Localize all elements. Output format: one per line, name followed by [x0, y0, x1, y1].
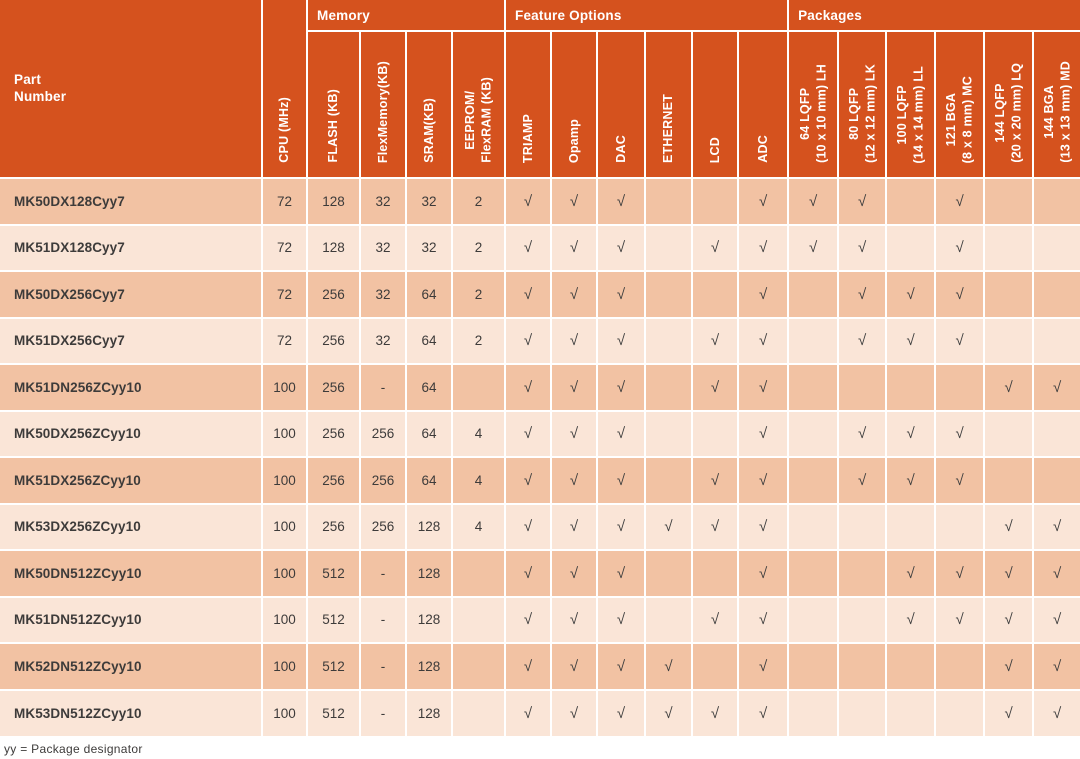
- lqfp64_lh-empty-cell: [788, 690, 838, 737]
- lqfp64_lh-empty-cell: [788, 457, 838, 504]
- sram-cell: 64: [406, 364, 452, 411]
- bga144_md-empty-cell: [1033, 411, 1080, 458]
- bga144_md-check-cell: √: [1033, 690, 1080, 737]
- lqfp80_lk-check-cell: √: [838, 225, 886, 272]
- flash-cell: 256: [307, 318, 360, 365]
- column-header-ethernet: ETHERNET: [645, 31, 692, 178]
- lqfp64_lh-check-cell: √: [788, 178, 838, 225]
- bga121_mc-empty-cell: [935, 643, 984, 690]
- lqfp64_lh-empty-cell: [788, 411, 838, 458]
- dac-check-cell: √: [597, 411, 645, 458]
- bga144_md-empty-cell: [1033, 225, 1080, 272]
- flash-cell: 128: [307, 225, 360, 272]
- table-row: [0, 457, 1080, 504]
- bga121_mc-empty-cell: [935, 690, 984, 737]
- dac-check-cell: √: [597, 225, 645, 272]
- lcd-check-cell: √: [692, 597, 738, 644]
- lqfp100_ll-empty-cell: [886, 178, 935, 225]
- lqfp80_lk-check-cell: √: [838, 318, 886, 365]
- lqfp144_lq-empty-cell: [984, 178, 1033, 225]
- ethernet-empty-cell: [645, 364, 692, 411]
- table-row: [0, 504, 1080, 551]
- part-number-cell: MK50DX128Cyy7: [0, 178, 262, 225]
- feature-options-group-header: Feature Options: [505, 0, 788, 31]
- opamp-check-cell: √: [551, 504, 597, 551]
- adc-check-cell: √: [738, 411, 788, 458]
- table-header: [0, 0, 1080, 178]
- dac-check-cell: √: [597, 271, 645, 318]
- eeprom-cell: [452, 597, 505, 644]
- table-body: [0, 178, 1080, 736]
- flash-cell: 512: [307, 643, 360, 690]
- cpu-cell: 100: [262, 690, 307, 737]
- flash-cell: 256: [307, 411, 360, 458]
- table-row: [0, 411, 1080, 458]
- lqfp144_lq-check-cell: √: [984, 597, 1033, 644]
- adc-check-cell: √: [738, 225, 788, 272]
- triamp-check-cell: √: [505, 597, 551, 644]
- bga144_md-empty-cell: [1033, 318, 1080, 365]
- lqfp64_lh-empty-cell: [788, 643, 838, 690]
- lcd-check-cell: √: [692, 690, 738, 737]
- adc-check-cell: √: [738, 597, 788, 644]
- column-header-adc: ADC: [738, 31, 788, 178]
- adc-check-cell: √: [738, 643, 788, 690]
- ethernet-empty-cell: [645, 597, 692, 644]
- opamp-check-cell: √: [551, 457, 597, 504]
- part-number-cell: MK51DX256ZCyy10: [0, 457, 262, 504]
- opamp-check-cell: √: [551, 597, 597, 644]
- table-row: [0, 597, 1080, 644]
- flexmemory-cell: -: [360, 643, 406, 690]
- triamp-check-cell: √: [505, 504, 551, 551]
- part-number-cell: MK50DX256Cyy7: [0, 271, 262, 318]
- part-number-cell: MK53DX256ZCyy10: [0, 504, 262, 551]
- table-row: [0, 550, 1080, 597]
- opamp-check-cell: √: [551, 550, 597, 597]
- adc-check-cell: √: [738, 457, 788, 504]
- lqfp64_lh-empty-cell: [788, 550, 838, 597]
- lqfp80_lk-check-cell: √: [838, 411, 886, 458]
- part-number-cell: MK50DX256ZCyy10: [0, 411, 262, 458]
- lcd-check-cell: √: [692, 364, 738, 411]
- sram-cell: 128: [406, 690, 452, 737]
- dac-check-cell: √: [597, 178, 645, 225]
- opamp-check-cell: √: [551, 364, 597, 411]
- bga121_mc-check-cell: √: [935, 457, 984, 504]
- cpu-cell: 100: [262, 364, 307, 411]
- dac-check-cell: √: [597, 690, 645, 737]
- cpu-cell: 100: [262, 504, 307, 551]
- table-row: [0, 318, 1080, 365]
- bga121_mc-check-cell: √: [935, 411, 984, 458]
- bga121_mc-check-cell: √: [935, 597, 984, 644]
- opamp-check-cell: √: [551, 318, 597, 365]
- lcd-check-cell: √: [692, 504, 738, 551]
- column-header-pkg-144-bga-md: 144 BGA (13 x 13 mm) MD: [1033, 31, 1080, 178]
- eeprom-cell: 4: [452, 504, 505, 551]
- adc-check-cell: √: [738, 178, 788, 225]
- flexmemory-cell: 256: [360, 504, 406, 551]
- lcd-check-cell: √: [692, 318, 738, 365]
- table-row: [0, 364, 1080, 411]
- flexmemory-cell: -: [360, 690, 406, 737]
- cpu-cell: 100: [262, 411, 307, 458]
- column-header-opamp: Opamp: [551, 31, 597, 178]
- memory-group-header: Memory: [307, 0, 505, 31]
- triamp-check-cell: √: [505, 690, 551, 737]
- column-header-flexmemory: FlexMemory(KB): [360, 31, 406, 178]
- lqfp144_lq-check-cell: √: [984, 643, 1033, 690]
- lqfp80_lk-empty-cell: [838, 504, 886, 551]
- part-number-cell: MK51DN512ZCyy10: [0, 597, 262, 644]
- column-header-eeprom-flexram: EEPROM/ FlexRAM (KB): [452, 31, 505, 178]
- bga121_mc-check-cell: √: [935, 225, 984, 272]
- flash-cell: 512: [307, 690, 360, 737]
- column-header-pkg-80-lqfp-lk: 80 LQFP (12 x 12 mm) LK: [838, 31, 886, 178]
- opamp-check-cell: √: [551, 690, 597, 737]
- bga144_md-check-cell: √: [1033, 504, 1080, 551]
- table-row: [0, 271, 1080, 318]
- flexmemory-cell: 256: [360, 411, 406, 458]
- lqfp144_lq-check-cell: √: [984, 550, 1033, 597]
- cpu-cell: 100: [262, 597, 307, 644]
- dac-check-cell: √: [597, 550, 645, 597]
- ethernet-empty-cell: [645, 271, 692, 318]
- table-row: [0, 178, 1080, 225]
- dac-check-cell: √: [597, 504, 645, 551]
- flexmemory-cell: 32: [360, 271, 406, 318]
- sram-cell: 64: [406, 318, 452, 365]
- flash-cell: 128: [307, 178, 360, 225]
- ethernet-empty-cell: [645, 457, 692, 504]
- lqfp100_ll-check-cell: √: [886, 597, 935, 644]
- lqfp64_lh-check-cell: √: [788, 225, 838, 272]
- dac-check-cell: √: [597, 457, 645, 504]
- flash-cell: 256: [307, 364, 360, 411]
- opamp-check-cell: √: [551, 178, 597, 225]
- triamp-check-cell: √: [505, 364, 551, 411]
- dac-check-cell: √: [597, 597, 645, 644]
- lqfp100_ll-empty-cell: [886, 225, 935, 272]
- part-number-cell: MK52DN512ZCyy10: [0, 643, 262, 690]
- sram-cell: 128: [406, 504, 452, 551]
- column-header-pkg-100-lqfp-ll: 100 LQFP (14 x 14 mm) LL: [886, 31, 935, 178]
- triamp-check-cell: √: [505, 178, 551, 225]
- triamp-check-cell: √: [505, 225, 551, 272]
- flexmemory-cell: 256: [360, 457, 406, 504]
- eeprom-cell: 2: [452, 178, 505, 225]
- sram-cell: 64: [406, 411, 452, 458]
- part-number-cell: MK51DX256Cyy7: [0, 318, 262, 365]
- lqfp144_lq-empty-cell: [984, 318, 1033, 365]
- lcd-empty-cell: [692, 271, 738, 318]
- lcd-empty-cell: [692, 178, 738, 225]
- lqfp144_lq-empty-cell: [984, 225, 1033, 272]
- cpu-cell: 72: [262, 178, 307, 225]
- lqfp80_lk-empty-cell: [838, 550, 886, 597]
- bga144_md-check-cell: √: [1033, 550, 1080, 597]
- cpu-cell: 100: [262, 643, 307, 690]
- adc-check-cell: √: [738, 318, 788, 365]
- lqfp80_lk-check-cell: √: [838, 178, 886, 225]
- flexmemory-cell: 32: [360, 225, 406, 272]
- lcd-check-cell: √: [692, 457, 738, 504]
- part-number-cell: MK50DN512ZCyy10: [0, 550, 262, 597]
- column-header-triamp: TRIAMP: [505, 31, 551, 178]
- bga121_mc-check-cell: √: [935, 178, 984, 225]
- lqfp64_lh-empty-cell: [788, 597, 838, 644]
- part-number-cell: MK53DN512ZCyy10: [0, 690, 262, 737]
- opamp-check-cell: √: [551, 411, 597, 458]
- eeprom-cell: 2: [452, 318, 505, 365]
- cpu-cell: 100: [262, 457, 307, 504]
- ethernet-empty-cell: [645, 550, 692, 597]
- lqfp100_ll-check-cell: √: [886, 550, 935, 597]
- ethernet-check-cell: √: [645, 504, 692, 551]
- sram-cell: 32: [406, 178, 452, 225]
- bga144_md-check-cell: √: [1033, 643, 1080, 690]
- column-header-flash: FLASH (KB): [307, 31, 360, 178]
- triamp-check-cell: √: [505, 271, 551, 318]
- bga121_mc-empty-cell: [935, 364, 984, 411]
- sram-cell: 64: [406, 457, 452, 504]
- table-row: [0, 643, 1080, 690]
- lqfp100_ll-check-cell: √: [886, 411, 935, 458]
- column-header-lcd: LCD: [692, 31, 738, 178]
- eeprom-cell: [452, 643, 505, 690]
- adc-check-cell: √: [738, 271, 788, 318]
- column-header-sram: SRAM(KB): [406, 31, 452, 178]
- bga144_md-check-cell: √: [1033, 597, 1080, 644]
- flexmemory-cell: 32: [360, 178, 406, 225]
- packages-group-header: Packages: [788, 0, 1080, 31]
- eeprom-cell: 2: [452, 225, 505, 272]
- cpu-cell: 100: [262, 550, 307, 597]
- lqfp144_lq-empty-cell: [984, 271, 1033, 318]
- group-header-row: [0, 0, 1080, 31]
- table-row: [0, 690, 1080, 737]
- column-header-pkg-64-lqfp-lh: 64 LQFP (10 x 10 mm) LH: [788, 31, 838, 178]
- column-header-pkg-144-lqfp-lq: 144 LQFP (20 x 20 mm) LQ: [984, 31, 1033, 178]
- flash-cell: 512: [307, 597, 360, 644]
- flexmemory-cell: -: [360, 364, 406, 411]
- dac-check-cell: √: [597, 364, 645, 411]
- dac-check-cell: √: [597, 318, 645, 365]
- lqfp100_ll-empty-cell: [886, 364, 935, 411]
- lcd-check-cell: √: [692, 225, 738, 272]
- bga144_md-empty-cell: [1033, 178, 1080, 225]
- lqfp80_lk-check-cell: √: [838, 457, 886, 504]
- ethernet-empty-cell: [645, 178, 692, 225]
- lqfp80_lk-empty-cell: [838, 643, 886, 690]
- cpu-header-label: CPU (MHz): [277, 97, 292, 163]
- bga121_mc-empty-cell: [935, 504, 984, 551]
- eeprom-cell: 4: [452, 457, 505, 504]
- lqfp64_lh-empty-cell: [788, 364, 838, 411]
- lqfp144_lq-empty-cell: [984, 457, 1033, 504]
- opamp-check-cell: √: [551, 643, 597, 690]
- part-number-cell: MK51DX128Cyy7: [0, 225, 262, 272]
- flash-cell: 256: [307, 457, 360, 504]
- sram-cell: 128: [406, 550, 452, 597]
- opamp-check-cell: √: [551, 225, 597, 272]
- triamp-check-cell: √: [505, 643, 551, 690]
- sram-cell: 32: [406, 225, 452, 272]
- cpu-header: [262, 0, 307, 178]
- lcd-empty-cell: [692, 643, 738, 690]
- lqfp144_lq-empty-cell: [984, 411, 1033, 458]
- cpu-cell: 72: [262, 318, 307, 365]
- lqfp100_ll-check-cell: √: [886, 318, 935, 365]
- bga121_mc-check-cell: √: [935, 271, 984, 318]
- flexmemory-cell: -: [360, 550, 406, 597]
- lqfp64_lh-empty-cell: [788, 271, 838, 318]
- lqfp80_lk-check-cell: √: [838, 271, 886, 318]
- lqfp100_ll-check-cell: √: [886, 271, 935, 318]
- ethernet-check-cell: √: [645, 690, 692, 737]
- column-header-pkg-121-bga-mc: 121 BGA (8 x 8 mm) MC: [935, 31, 984, 178]
- bga144_md-check-cell: √: [1033, 364, 1080, 411]
- lcd-empty-cell: [692, 550, 738, 597]
- package-designator-footnote: yy = Package designator: [4, 742, 143, 756]
- column-header-dac: DAC: [597, 31, 645, 178]
- lqfp64_lh-empty-cell: [788, 504, 838, 551]
- flash-cell: 256: [307, 271, 360, 318]
- ethernet-check-cell: √: [645, 643, 692, 690]
- lqfp144_lq-check-cell: √: [984, 504, 1033, 551]
- ethernet-empty-cell: [645, 225, 692, 272]
- lqfp80_lk-empty-cell: [838, 597, 886, 644]
- adc-check-cell: √: [738, 504, 788, 551]
- eeprom-cell: 4: [452, 411, 505, 458]
- cpu-cell: 72: [262, 225, 307, 272]
- flexmemory-cell: 32: [360, 318, 406, 365]
- dac-check-cell: √: [597, 643, 645, 690]
- triamp-check-cell: √: [505, 318, 551, 365]
- bga144_md-empty-cell: [1033, 271, 1080, 318]
- flash-cell: 512: [307, 550, 360, 597]
- lqfp100_ll-check-cell: √: [886, 457, 935, 504]
- lqfp144_lq-check-cell: √: [984, 364, 1033, 411]
- triamp-check-cell: √: [505, 550, 551, 597]
- eeprom-cell: 2: [452, 271, 505, 318]
- triamp-check-cell: √: [505, 411, 551, 458]
- lqfp100_ll-empty-cell: [886, 504, 935, 551]
- lqfp100_ll-empty-cell: [886, 690, 935, 737]
- lqfp80_lk-empty-cell: [838, 364, 886, 411]
- lqfp144_lq-check-cell: √: [984, 690, 1033, 737]
- triamp-check-cell: √: [505, 457, 551, 504]
- ethernet-empty-cell: [645, 411, 692, 458]
- sram-cell: 64: [406, 271, 452, 318]
- flexmemory-cell: -: [360, 597, 406, 644]
- lqfp80_lk-empty-cell: [838, 690, 886, 737]
- adc-check-cell: √: [738, 690, 788, 737]
- table-row: [0, 225, 1080, 272]
- sram-cell: 128: [406, 597, 452, 644]
- bga121_mc-check-cell: √: [935, 550, 984, 597]
- cpu-cell: 72: [262, 271, 307, 318]
- lqfp100_ll-empty-cell: [886, 643, 935, 690]
- eeprom-cell: [452, 550, 505, 597]
- part-number-cell: MK51DN256ZCyy10: [0, 364, 262, 411]
- adc-check-cell: √: [738, 364, 788, 411]
- lqfp64_lh-empty-cell: [788, 318, 838, 365]
- part-number-header: Part Number: [0, 0, 262, 178]
- opamp-check-cell: √: [551, 271, 597, 318]
- bga144_md-empty-cell: [1033, 457, 1080, 504]
- lcd-empty-cell: [692, 411, 738, 458]
- eeprom-cell: [452, 364, 505, 411]
- adc-check-cell: √: [738, 550, 788, 597]
- bga121_mc-check-cell: √: [935, 318, 984, 365]
- eeprom-cell: [452, 690, 505, 737]
- flash-cell: 256: [307, 504, 360, 551]
- sram-cell: 128: [406, 643, 452, 690]
- ethernet-empty-cell: [645, 318, 692, 365]
